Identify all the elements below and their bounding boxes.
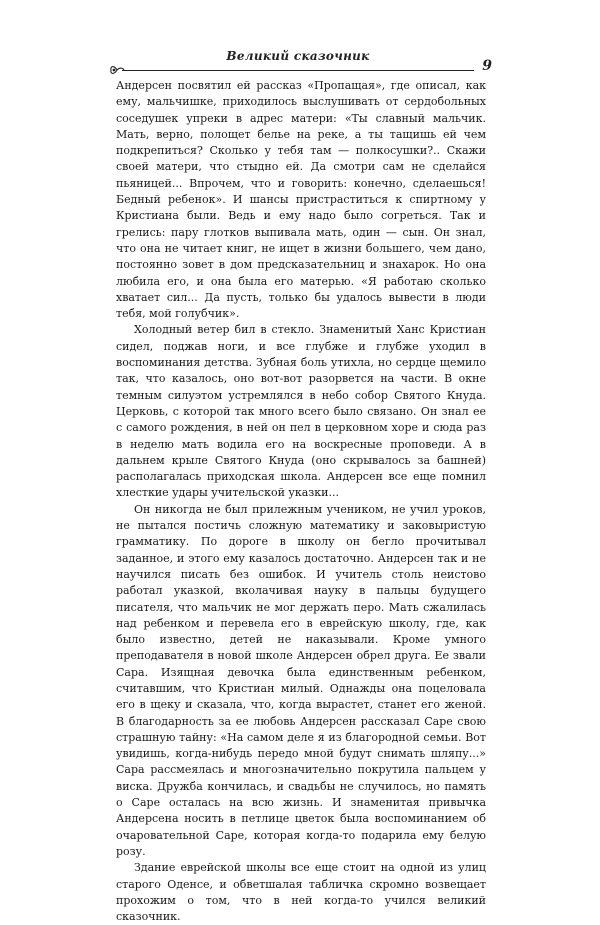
page-number: 9 [482,58,492,74]
running-title: Великий сказочник [226,49,370,63]
paragraph: Андерсен посвятил ей рассказ «Пропащая», где описал, как ему, мальчишке, приходилось выслушивать от сердобольных соседушек упреки в адрес матери: «Ты славный мальчик. Мать, верно, полощет белье на реке, а ты тащишь ей чем подкрепиться? Сколько у тебя там — полкосушки?.. Скажи своей матери, что стыдно ей. Да смотри сам не сделайся пьяницей... Впрочем, что и говорить: конечно, сделаешься! Бедный ребенок». И шансы пристраститься к спиртному у Кристиана были. Ведь и ему надо было согреться. Так и грелись: пару глотков выпивала мать, один — сын. Он знал, что она не читает книг, не ищет в жизни большего, чем дано, постоянно зовет в дом предсказательниц и знахарок. Но она любила его, и она была его матерью. «Я работаю сколько хватает сил... Да пусть, только бы удалось вывести в люди тебя, мой голубчик». [116,79,486,321]
paragraph: Холодный ветер бил в стекло. Знаменитый Ханс Кристиан сидел, поджав ноги, и все глубже и глубже уходил в воспоминания детства. Зубная боль утихла, но сердце щемило так, что казалось, оно вот-вот разорвется на части. В окне темным силуэтом устремлялся в небо собор Святого Кнуда. Церковь, с которой так много всего было связано. Он знал ее с самого рождения, в ней он пел в церковном хоре и сюда раз в неделю мать водила его на воскресные проповеди. А в дальнем крыле Святого Кнуда (оно скрывалось за башней) располагалась приходская школа. Андерсен все еще помнил хлесткие удары учительской указки... [116,323,486,500]
header-rule [122,70,474,71]
paragraph: Он никогда не был прилежным учеником, не учил уроков, не пытался постичь сложную математику и заковыристую грамматику. По дороге в школу он бегло прочитывал заданное, и этого ему казалось достаточно. Андерсен так и не научился писать без ошибок. И учитель столь неистово работал указкой, вколачивая науку в пальцы будущего писателя, что мальчик не мог держать перо. Мать сжалилась над ребенком и перевела его в еврейскую школу, где, как было известно, детей не наказывали. Кроме умного преподавателя в новой школе Андерсен обрел друга. Ее звали Сара. Изящная девочка была единственным ребенком, считавшим, что Кристиан милый. Однажды она поцеловала его в щеку и сказала, что, когда вырастет, станет его женой. В благодарность за ее любовь Андерсен рассказал Саре свою страшную тайну: «На самом деле я из благородной семьи. Вот увидишь, когда-нибудь передо мной будут снимать шляпу...» Сара рассмеялась и многозначительно покрутила пальцем у виска. Дружба кончилась, и свадьбы не случилось, но память о Саре осталась на всю жизнь. И знаменитая привычка Андерсена носить в петлице цветок была воспоминанием об очаровательной Саре, которая когда-то подарила ему белую розу. [116,502,486,858]
page-header [108,48,492,76]
body-text [116,78,486,925]
paragraph: Здание еврейской школы все еще стоит на одной из улиц старого Оденсе, и обветшалая табличка скромно возвещает прохожим о том, что в ней когда-то учился великий сказочник. [116,861,486,924]
